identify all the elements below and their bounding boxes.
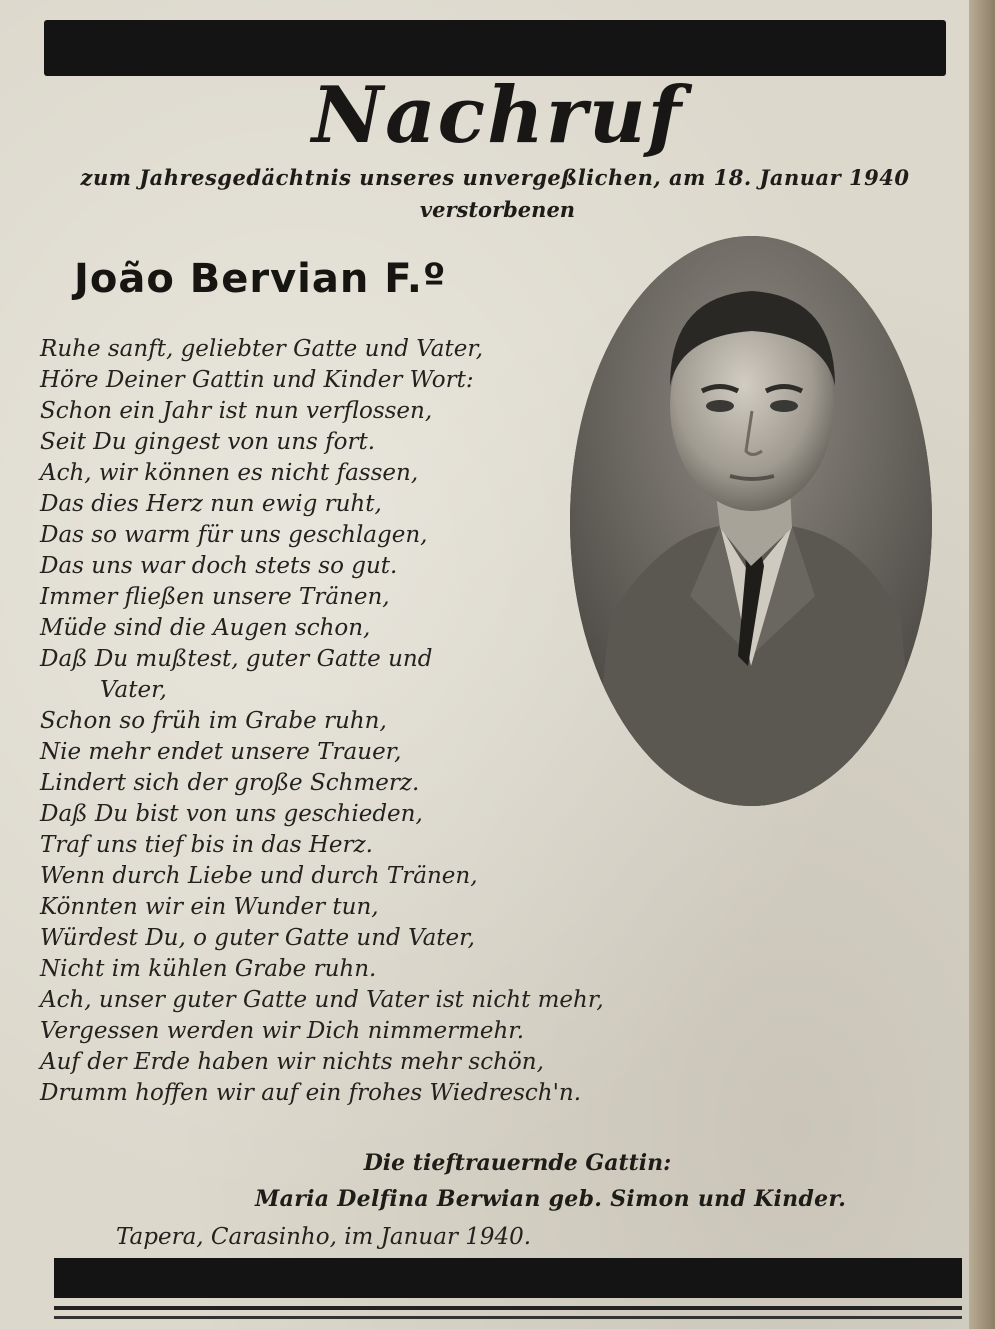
- poem-line: Ach, unser guter Gatte und Vater ist nicht mehr,: [40, 987, 604, 1013]
- poem-line: Ruhe sanft, geliebter Gatte und Vater,: [40, 336, 484, 362]
- poem-line: Schon ein Jahr ist nun verflossen,: [40, 398, 433, 424]
- poem-line: Müde sind die Augen schon,: [40, 615, 371, 641]
- signature-names: Maria Delfina Berwian geb. Simon und Kinder.: [255, 1186, 847, 1212]
- poem-line: Vater,: [100, 677, 167, 703]
- poem-line: Drumm hoffen wir auf ein frohes Wiedresch'n.: [40, 1080, 582, 1106]
- poem-line: Das uns war doch stets so gut.: [40, 553, 398, 579]
- poem-line: Lindert sich der große Schmerz.: [40, 770, 420, 796]
- poem-line: Daß Du mußtest, guter Gatte und: [40, 646, 433, 672]
- obituary-subtitle: zum Jahresgedächtnis unseres unvergeßlichen, am 18. Januar 1940: [80, 165, 910, 190]
- poem-line: Traf uns tief bis in das Herz.: [40, 832, 373, 858]
- portrait-photo: [570, 236, 932, 806]
- poem-line: Nicht im kühlen Grabe ruhn.: [40, 956, 377, 982]
- portrait-illustration: [570, 236, 932, 806]
- place-and-date: Tapera, Carasinho, im Januar 1940.: [116, 1224, 532, 1250]
- poem-line: Schon so früh im Grabe ruhn,: [40, 708, 387, 734]
- poem-line: Das dies Herz nun ewig ruht,: [40, 491, 382, 517]
- deceased-name: João Bervian F.º: [74, 256, 447, 302]
- signature-heading: Die tieftrauernde Gattin:: [363, 1150, 672, 1176]
- poem-line: Das so warm für uns geschlagen,: [40, 522, 428, 548]
- poem-line: Auf der Erde haben wir nichts mehr schön,: [40, 1049, 544, 1075]
- bottom-rule: [54, 1316, 962, 1319]
- poem-line: Daß Du bist von uns geschieden,: [40, 801, 423, 827]
- bottom-black-border: [54, 1258, 962, 1298]
- obituary-subtitle-continued: verstorbenen: [419, 197, 576, 222]
- poem-line: Seit Du gingest von uns fort.: [40, 429, 376, 455]
- poem-line: Nie mehr endet unsere Trauer,: [40, 739, 402, 765]
- obituary-title: Nachruf: [311, 70, 684, 161]
- poem-line: Vergessen werden wir Dich nimmermehr.: [40, 1018, 525, 1044]
- poem-line: Würdest Du, o guter Gatte und Vater,: [40, 925, 475, 951]
- poem-line: Höre Deiner Gattin und Kinder Wort:: [40, 367, 474, 393]
- poem-line: Immer fließen unsere Tränen,: [40, 584, 390, 610]
- top-black-border: [44, 20, 946, 76]
- poem-line: Könnten wir ein Wunder tun,: [40, 894, 379, 920]
- poem-line: Wenn durch Liebe und durch Tränen,: [40, 863, 478, 889]
- bottom-rule: [54, 1306, 962, 1310]
- poem-line: Ach, wir können es nicht fassen,: [40, 460, 419, 486]
